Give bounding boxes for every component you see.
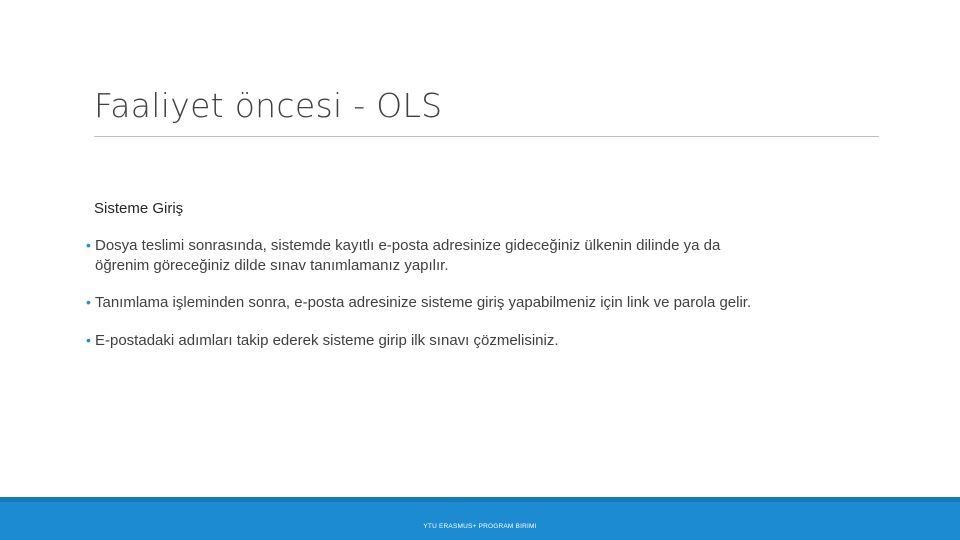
bullet-text: Dosya teslimi sonrasında, sistemde kayıtlı e-posta adresinize gideceğiniz ülkenin dilinde ya da öğrenim göreceğiniz dilde sınav tanımlamanız yapılır. bbox=[95, 237, 721, 274]
footer-accent-stripe bbox=[0, 497, 960, 502]
bullet-icon: • bbox=[86, 294, 91, 310]
bullet-text: Tanımlama işleminden sonra, e-posta adresinize sisteme giriş yapabilmeniz için link ve parola gelir. bbox=[95, 294, 752, 311]
bullet-item bbox=[86, 236, 776, 275]
section-heading: Sisteme Giriş bbox=[94, 200, 184, 217]
bullet-item bbox=[86, 293, 776, 313]
footer-bar bbox=[0, 497, 960, 540]
bullet-icon: • bbox=[86, 237, 91, 253]
bullet-icon: • bbox=[86, 331, 91, 348]
footer-text: YTU ERASMUS+ PROGRAM BIRIMI bbox=[423, 523, 537, 530]
bullet-list bbox=[86, 236, 776, 368]
title-divider bbox=[94, 136, 879, 137]
bullet-text: E-postadaki adımları takip ederek sisteme girip ilk sınavı çözmelisiniz. bbox=[95, 331, 559, 349]
bullet-item bbox=[86, 331, 776, 351]
slide-title: Faaliyet öncesi - OLS bbox=[94, 86, 443, 125]
